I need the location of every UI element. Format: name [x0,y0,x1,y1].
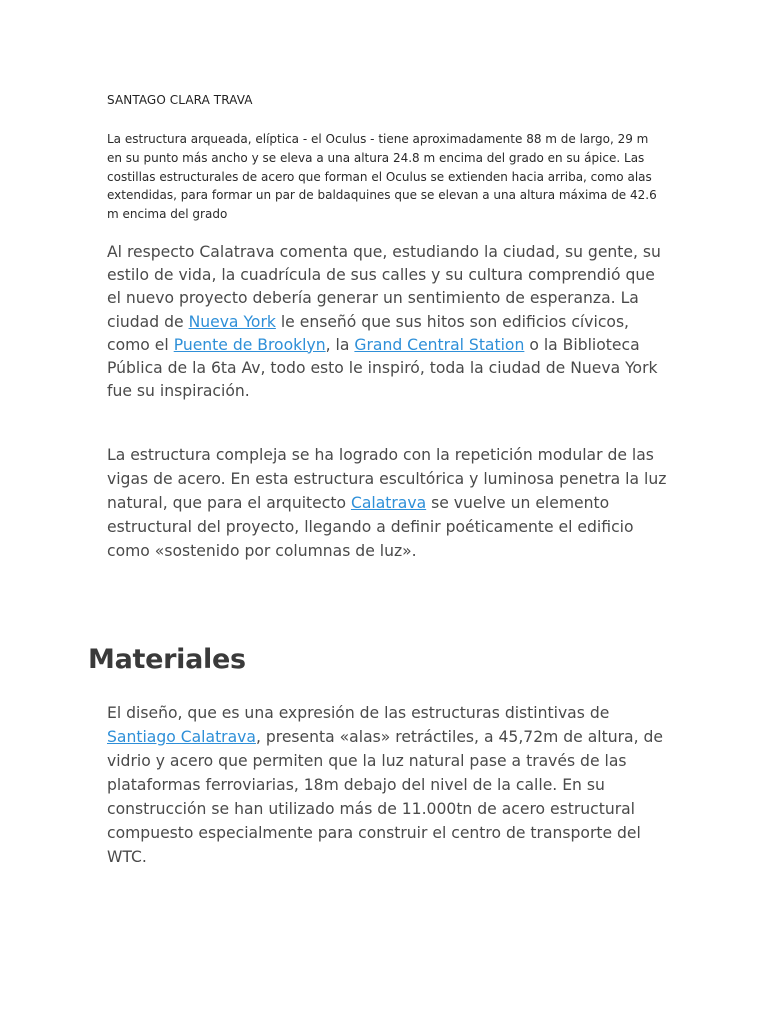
nueva-york-link[interactable]: Nueva York [188,312,276,331]
paragraph-text: Al respecto Calatrava comenta que, estudiando la ciudad, su gente, su estilo de vida, la cuadrícula de sus calles y su cultura comprendió que el nuevo proyecto debería generar un sentimiento de esperanza. La ciudad de [107,243,661,331]
document-subtitle: SANTAGO CLARA TRAVA [107,93,253,107]
calatrava-inspiration-paragraph [107,241,667,403]
paragraph-text: , la [325,335,355,354]
grand-central-station-link[interactable]: Grand Central Station [354,335,525,354]
structure-paragraph [107,443,667,563]
paragraph-text: El diseño, que es una expresión de las estructuras distintivas de [107,704,610,722]
santiago-calatrava-link[interactable]: Santiago Calatrava [107,728,256,746]
paragraph-text: o la Biblioteca Pública de la 6ta Av, todo esto le inspiró, toda la ciudad de Nueva York fue su inspiración. [107,335,658,401]
puente-de-brooklyn-link[interactable]: Puente de Brooklyn [173,335,326,354]
paragraph-text: se vuelve un elemento estructural del proyecto, llegando a definir poéticamente el edificio como «sostenido por columnas de luz». [107,494,634,560]
materials-paragraph [107,701,667,869]
paragraph-text: le enseñó que sus hitos son edificios cívicos, como el [107,312,630,354]
calatrava-link[interactable]: Calatrava [350,494,427,512]
materiales-heading: Materiales [88,644,246,675]
oculus-description-paragraph: La estructura arqueada, elíptica - el Oculus - tiene aproximadamente 88 m de largo, 29 m en su punto más ancho y se eleva a una altura 24.8 m encima del grado en su ápice. Las costillas estructurales de acero que forman el Oculus se extienden hacia arriba, como alas extendidas, para formar un par de baldaquines que se elevan a una altura máxima de 42.6 m encima del grado [107,132,657,222]
paragraph-text: La estructura compleja se ha logrado con la repetición modular de las vigas de acero. En esta estructura escultórica y luminosa penetra la luz natural, que para el arquitecto [107,446,667,512]
paragraph-text: , presenta «alas» retráctiles, a 45,72m de altura, de vidrio y acero que permiten que la luz natural pase a través de las plataformas ferroviarias, 18m debajo del nivel de la calle. En su construcción se han utilizado más de 11.000tn de acero estructural compuesto especialmente para construir el centro de transporte del WTC. [107,728,663,866]
